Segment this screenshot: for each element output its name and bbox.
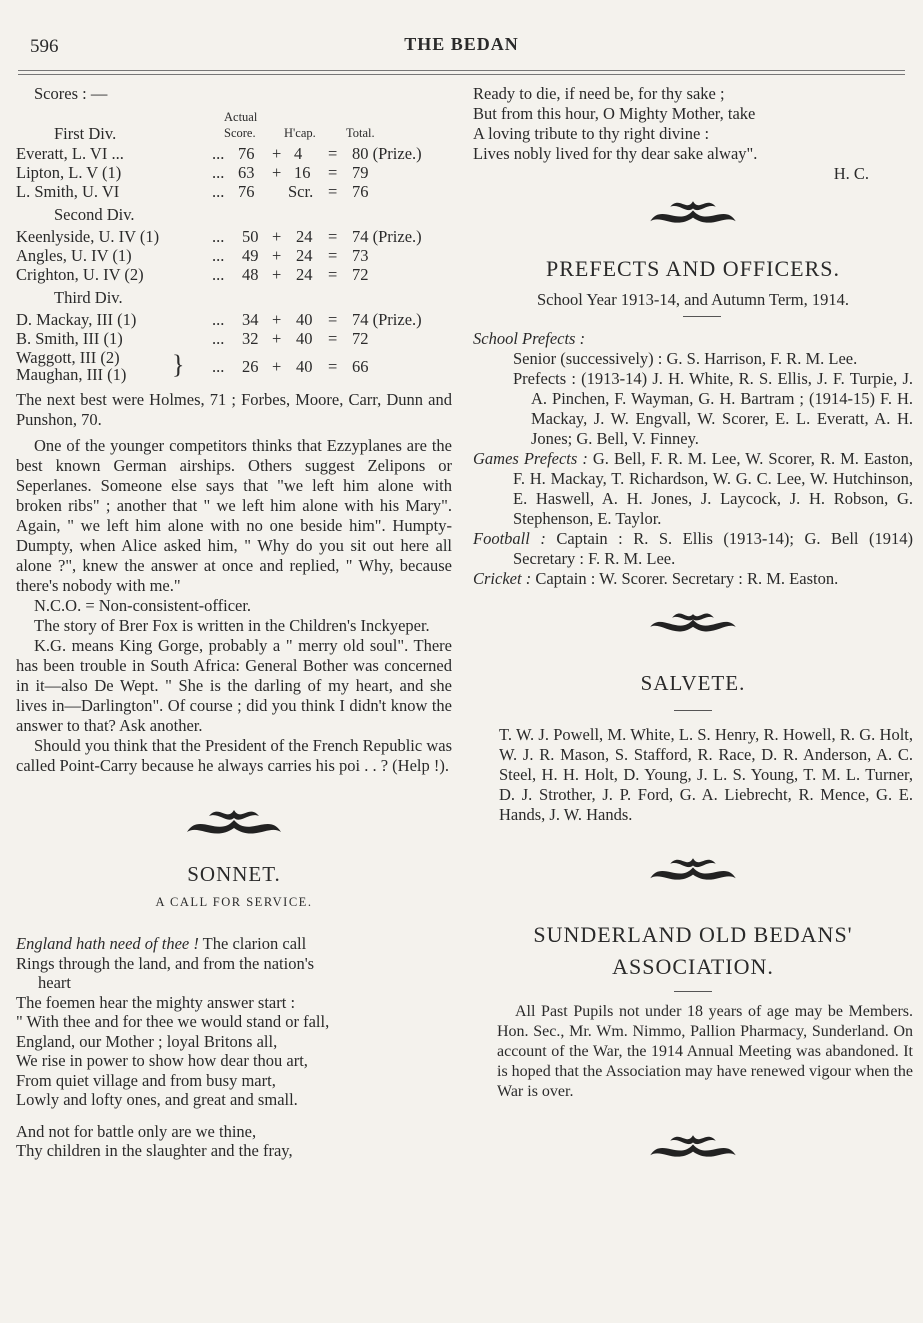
verse-line: The foemen hear the mighty answer start : [16, 992, 296, 1012]
row-total: 66 [352, 357, 369, 376]
div1-heading: First Div. [54, 124, 117, 143]
row-op: + [272, 246, 282, 265]
row-total: 72 [352, 329, 369, 348]
ornament-icon [643, 603, 743, 647]
games-label: Games Prefects : [473, 449, 588, 468]
col-total: Total. [346, 126, 375, 140]
row-op: + [272, 357, 282, 376]
verse-line: A loving tribute to thy right divine : [473, 124, 710, 143]
verse-line: Lowly and lofty ones, and great and small. [16, 1090, 298, 1109]
row-score: 32 [242, 329, 259, 348]
score-row [16, 163, 452, 182]
paragraph: The next best were Holmes, 71 ; Forbes, Moore, Carr, Dunn and Punshon, 70. [16, 390, 452, 429]
row-hcap: 24 [296, 265, 313, 284]
row-dots: ... [212, 329, 225, 348]
col-actual: Actual [224, 110, 258, 124]
row-total: 76 [352, 182, 369, 201]
row-total: 72 [352, 265, 369, 284]
row-name: Angles, U. IV (1) [16, 246, 132, 265]
scores-table [16, 144, 452, 384]
row-name: L. Smith, U. VI [16, 182, 120, 201]
row-name: Lipton, L. V (1) [16, 163, 122, 182]
row-total: 80 (Prize.) [352, 144, 422, 163]
row-eq: = [328, 163, 338, 182]
row-score: 49 [242, 246, 259, 265]
row-score: 50 [242, 227, 259, 246]
cricket-label: Cricket : [473, 569, 532, 588]
paragraph: One of the younger competitors thinks that Ezzyplanes are the best known German airships. Others suggest Zelipons or Seperlanes. Someone else says that "we left him alone with broken ribs" ; another that " we left him alone with his Mary". Again, " we left him alone with no one beside him". Humpty-Dumpty, when Alice asked him, " Why do you sit out here all alone ?", knew the answer at once and replied, " Why, because there's nobody with me." [16, 436, 452, 595]
cricket-text: Captain : W. Scorer. Secretary : R. M. Easton. [531, 569, 839, 588]
score-row [16, 227, 452, 246]
school-prefects-label: School Prefects : [473, 329, 586, 348]
score-row [16, 182, 452, 201]
prefects-names: Prefects : (1913-14) J. H. White, R. S. Ellis, J. F. Turpie, J. A. Pinchen, F. Wayman, G. H. Bartram ; (1914-15) F. H. Mackay, J. W. Engvall, W. Scorer, E. L. Everatt, A. H. Jones; G. Bell, V. Finney. [513, 369, 913, 448]
row-dots: ... [212, 310, 225, 329]
row-total: 79 [352, 163, 369, 182]
row-hcap: 4 [294, 144, 303, 163]
row-hcap: 16 [294, 163, 311, 182]
verse-line [16, 934, 452, 954]
verse-line: Thy children in the slaughter and the fray, [16, 1141, 293, 1160]
senior-prefect: Senior (successively) : G. S. Harrison, F. R. M. Lee. [513, 349, 858, 368]
page-title: THE BEDAN [404, 34, 519, 54]
row-hcap: Scr. [288, 182, 314, 201]
row-score: 76 [238, 182, 255, 201]
prefects-title: PREFECTS AND OFFICERS. [545, 256, 841, 281]
row-eq: = [328, 182, 338, 201]
sonnet-signature: H. C. [833, 164, 869, 183]
prefects-subtitle: School Year 1913-14, and Autumn Term, 1914. [536, 290, 850, 309]
games-names: G. Bell, F. R. M. Lee, W. Scorer, R. M. Easton, F. H. Mackay, T. Richardson, W. G. C. Lee, W. Hutchinson, E. Haswell, A. H. Jones, J. Laycock, J. H. Robson, G. Stephenson, E. Taylor. [513, 449, 913, 528]
scores-label: Scores : — [34, 84, 108, 103]
row-op: + [272, 329, 282, 348]
sonnet-stanza-2a [16, 1122, 452, 1161]
association-title [473, 919, 913, 983]
page-number: 596 [30, 36, 59, 57]
row-name: Everatt, L. VI ... [16, 144, 124, 163]
verse-line: But from this hour, O Mighty Mother, take [473, 104, 756, 123]
row-eq: = [328, 144, 338, 163]
notes [16, 390, 452, 776]
row-eq: = [328, 265, 338, 284]
verse-line: heart [38, 973, 71, 992]
row-op: + [272, 227, 282, 246]
score-row [16, 246, 452, 265]
salvete-title: SALVETE. [640, 671, 746, 695]
verse-line: From quiet village and from busy mart, [16, 1070, 276, 1090]
row-dots: ... [212, 182, 225, 201]
row-name: Crighton, U. IV (2) [16, 265, 144, 284]
row-eq: = [328, 329, 338, 348]
prefects-list [473, 329, 913, 589]
verse-line: Rings through the land, and from the nation's [16, 953, 315, 973]
verse-line: And not for battle only are we thine, [16, 1121, 257, 1141]
row-op: + [272, 310, 282, 329]
paragraph: The story of Brer Fox is written in the Children's Inckyeper. [34, 616, 430, 635]
row-total: 74 (Prize.) [352, 227, 422, 246]
row-hcap: 40 [296, 357, 313, 376]
short-rule [674, 991, 712, 992]
paragraph: K.G. means King Gorge, probably a " merry old soul". There has been trouble in South Africa: General Bother was concerned in it—also De Wept. " She is the darling of my heart, and she lives in—Darlington". Of course ; did you think I didn't know the answer to that? Ask another. [16, 636, 452, 735]
short-rule [683, 316, 721, 317]
score-row [16, 310, 452, 329]
sonnet-subtitle: A CALL FOR SERVICE. [155, 895, 313, 909]
ornament-icon [643, 192, 743, 236]
row-eq: = [328, 246, 338, 265]
row-score: 26 [242, 357, 259, 376]
verse-italic: England hath need of thee ! [16, 934, 199, 953]
row-name: D. Mackay, III (1) [16, 310, 137, 329]
verse-line: Lives nobly lived for thy dear sake alway". [473, 144, 758, 163]
verse-line: Ready to die, if need be, for thy sake ; [473, 84, 725, 103]
games-prefects [473, 449, 913, 529]
association-title-1: SUNDERLAND OLD BEDANS' [533, 922, 853, 947]
football [473, 529, 913, 569]
row-hcap: 24 [296, 227, 313, 246]
div2-heading: Second Div. [54, 205, 135, 224]
football-label: Football : [473, 529, 546, 548]
sonnet-stanza-2b [473, 84, 913, 184]
verse-line: We rise in power to show how dear thou art, [16, 1051, 308, 1070]
ornament-icon [643, 849, 743, 893]
ornament-icon [643, 1126, 743, 1170]
row-dots: ... [212, 265, 225, 284]
right-column [473, 84, 913, 1170]
row-name: Keenlyside, U. IV (1) [16, 227, 160, 246]
row-dots: ... [212, 227, 225, 246]
row-dots: ... [212, 163, 225, 182]
row-score: 63 [238, 163, 255, 182]
row-total: 74 (Prize.) [352, 310, 422, 329]
row-op: + [272, 144, 282, 163]
brace: } [172, 350, 185, 379]
salvete-names: T. W. J. Powell, M. White, L. S. Henry, R. Howell, R. G. Holt, W. J. R. Mason, S. Stafford, R. Race, D. R. Anderson, A. C. Steel, H. H. Holt, D. Young, J. L. S. Young, T. M. L. Turner, D. J. Strother, J. P. Ford, G. A. Liebrecht, R. Mence, G. E. Hands, J. W. Hands. [499, 725, 913, 824]
row-dots: ... [212, 357, 225, 376]
verse-line: England, our Mother ; loyal Britons all, [16, 1031, 278, 1051]
row-op: + [272, 265, 282, 284]
row-name: B. Smith, III (1) [16, 329, 123, 348]
paragraph: N.C.O. = Non-consistent-officer. [34, 596, 252, 615]
row-score: 76 [238, 144, 255, 163]
score-row [16, 329, 452, 348]
row-score: 48 [242, 265, 259, 284]
sonnet-stanza-1 [16, 934, 452, 1110]
page-header [0, 0, 923, 80]
cricket [473, 569, 913, 589]
row-total: 73 [352, 246, 369, 265]
div3-heading: Third Div. [54, 288, 123, 307]
ornament-icon [179, 802, 289, 846]
header-rule [18, 70, 905, 71]
col-hcap: H'cap. [284, 126, 316, 140]
sonnet-title: SONNET. [187, 862, 281, 886]
row-eq: = [328, 227, 338, 246]
row-op: + [272, 163, 282, 182]
score-row [16, 265, 452, 284]
verse-rest: The clarion call [202, 934, 307, 953]
association-title-2: ASSOCIATION. [612, 954, 774, 979]
score-row [16, 144, 452, 163]
row-hcap: 40 [296, 329, 313, 348]
row-hcap: 24 [296, 246, 313, 265]
row-name: Maughan, III (1) [16, 365, 127, 384]
row-score: 34 [242, 310, 259, 329]
row-name: Waggott, III (2) [16, 348, 120, 367]
score-row-pair [16, 348, 452, 384]
football-text: Captain : R. S. Ellis (1913-14); G. Bell (1914) Secretary : F. R. M. Lee. [513, 529, 913, 568]
row-dots: ... [212, 144, 225, 163]
paragraph: Should you think that the President of the French Republic was called Point-Carry because he always carries his poi . . ? (Help !). [16, 736, 452, 775]
short-rule [674, 710, 712, 711]
header-rule-2 [18, 74, 905, 75]
row-hcap: 40 [296, 310, 313, 329]
row-eq: = [328, 357, 338, 376]
scores-header [16, 106, 452, 144]
row-dots: ... [212, 246, 225, 265]
verse-line: " With thee and for thee we would stand or fall, [16, 1012, 330, 1031]
association-text: All Past Pupils not under 18 years of age may be Members. Hon. Sec., Mr. Wm. Nimmo, Pallion Pharmacy, Sunderland. On account of the War, the 1914 Annual Meeting was abandoned. It is hoped that the Association may have renewed vigour when the War is over. [497, 1003, 913, 1100]
col-score: Score. [224, 126, 256, 140]
left-column [16, 84, 452, 1161]
row-eq: = [328, 310, 338, 329]
